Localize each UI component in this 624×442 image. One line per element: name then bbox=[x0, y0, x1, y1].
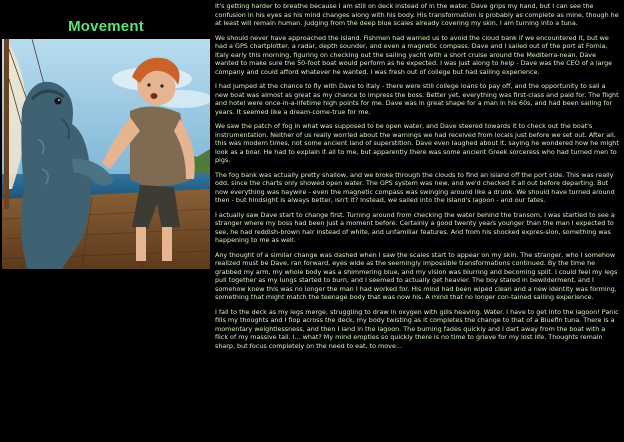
illustration-svg bbox=[2, 39, 210, 269]
paragraph: I had jumped at the chance to fly with Dave to Italy - there were still college loans to pay off, and the opportunity to sail a new boat was almost as great as my chance to impress the boss. Better yet, everything was first-class and paid for. The flight and hotel were once-in-a-lifetime high points for me. Dave was in great shape for a man in his 60s, and had been sailing for years. It seemed like a dream-come-true for me. bbox=[215, 82, 619, 116]
story-illustration bbox=[2, 39, 210, 269]
mast bbox=[4, 39, 9, 209]
paragraph: Any thought of a similar change was dashed when I saw the scales start to appear on my skin. The stranger, who I somehow realized must be Dave, ran forward, eyes wide as the seemingly impossible transformations continued. By the time he grabbed my arm, my whole body was a shimmering blue, and my vision was blurring and becoming split. I could feel my legs pull together as my lungs started to burn, and I seemed to actually get heavier. The boy stared in bewilderment, and I somehow knew this was no longer the man I had worked for. His mind had been wiped clean and a new identity was forming, something that might match the teenage body that was now his. A mind that no longer con-tained sailing experience. bbox=[215, 250, 618, 301]
paragraph: It's getting harder to breathe because I am still on deck instead of in the water. Dave grips my hand, but I can see the confusion in his eyes as his mind changes along with his body. His transformation is probably as complete as mine, though he at least will remain human. Judging from the deep blue scales already covering my skin, I am turning into a tuna. bbox=[215, 2, 619, 27]
story-text bbox=[215, 2, 620, 356]
paragraph: I fall to the deck as my legs merge, struggling to draw in oxygen with gills heaving. Water. I have to get into the lagoon! Panic fills my thoughts and I flop across the deck, my body twisting as it completes the change to that of a Bluefin tuna. There is a momentary weightlessness, and then I land in the lagoon. The burning fades quickly and I dart away from the boat with a flick of my massive tail. I... what? My mind empties so quickly there is no time to grieve for my lost life. Thoughts remain sharp, but focus completely on the need to eat, to move... bbox=[215, 307, 619, 350]
paragraph: The fog bank was actually pretty shallow, and we broke through the clouds to find an island off the port side. This was really odd, since the charts only showed open water. The GPS system was new, and we'd checked it all out before departing. But now everything was haywire - even the magnetic compass was swinging around like a drunk. We should have turned around then - but hindsight is always better, isn't it? Instead, we sailed into the island's lagoon - and our fates. bbox=[215, 170, 615, 204]
paragraph: I actually saw Dave start to change first. Turning around from checking the water behind the transom, I was startled to see a stranger where my boss had been just a moment before. Certainly a good twenty years younger than the man I expected to see, he had reddish-brown hair instead of white, and unfamiliar features. And from his shocked expres-sion, something was happening to me as well. bbox=[215, 210, 615, 244]
story-title: Movement bbox=[68, 18, 144, 35]
paragraph: We saw the patch of fog in what was supposed to be open water, and Dave steered towards it to check out the boat's instrumentation. Neither of us really worried about the warnings we had received from locals just before we set out. After all, this was modern times, not some ancient land of superstition. Dave even laughed about it, saying he wondered how he might look as a boar. He had to explain it all to me, but apparently there was some ancient Greek sorceress who had turned men to pigs. bbox=[215, 122, 619, 164]
paragraph: We should never have approached the island. Fishmen had warned us to avoid the cloud bank if we encountered it, but we had a GPS chartplotter, a radar, depth sounder, and even a magnetic compass. Dave and I sailed out of the port at Fornia, Italy early this morning, figuring on checking out the sailing yacht with a short cruise around the Mediterra-nean. Dave wanted to make sure the 50-foot boat would perform as he expected. I was just along to help - Dave was the CEO of a large company and could afford whatever he wanted. I was fresh out of college but had sailing experience. bbox=[215, 33, 613, 76]
